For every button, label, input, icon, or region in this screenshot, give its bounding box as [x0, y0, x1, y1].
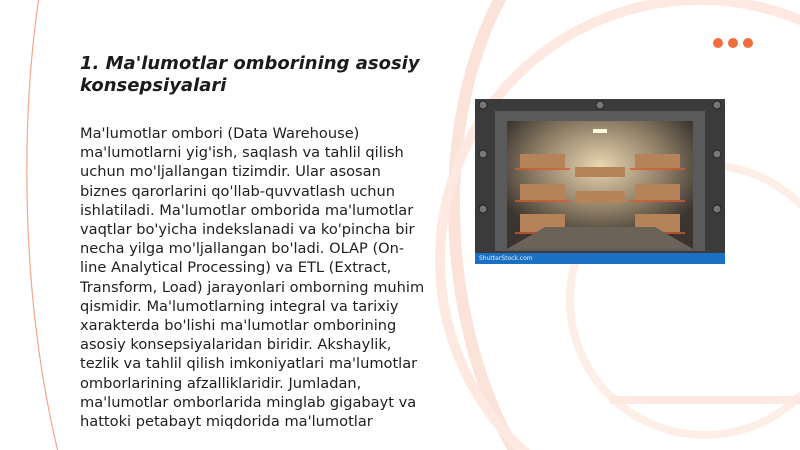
dot-icon [713, 38, 723, 48]
dot-icon [743, 38, 753, 48]
image-footer-bar [475, 253, 725, 264]
slide-dots-decoration [713, 38, 753, 48]
warehouse-image [475, 99, 725, 264]
dot-icon [728, 38, 738, 48]
warehouse-photo-icon [475, 99, 725, 264]
image-brand-label: ShutterStock.com [479, 255, 533, 262]
slide-title: 1. Ma'lumotlar omborining asosiy konsepsiyalari [80, 53, 420, 96]
slide-body-text: Ma'lumotlar ombori (Data Warehouse) ma'lumotlarni yig'ish, saqlash va tahlil qilish uchun mo'ljallangan tizimdir. Ular asosan biznes qarorlarini qo'llab-quvvatlash uchun ishlatiladi. Ma'lumotlar omborida ma'lumotlar vaqtlar bo'yicha indekslanadi va ko'pincha bir necha yilga mo'ljallangan bo'ladi. OLAP (On-line Analytical Processing) va ETL (Extract, Transform, Load) jarayonlari omborning muhim qismidir. Ma'lumotlarning integral va tarixiy xarakterda bo'lishi ma'lumotlar omborining asosiy konsepsiyalaridan biridir. Akshaylik, tezlik va tahlil qilish imkoniyatlari ma'lumotlar omborlarining afzalliklaridir. Jumladan, ma'lumotlar omborlarida minglab gigabayt va hattoki petabayt miqdorida ma'lumotlar [80, 125, 425, 431]
